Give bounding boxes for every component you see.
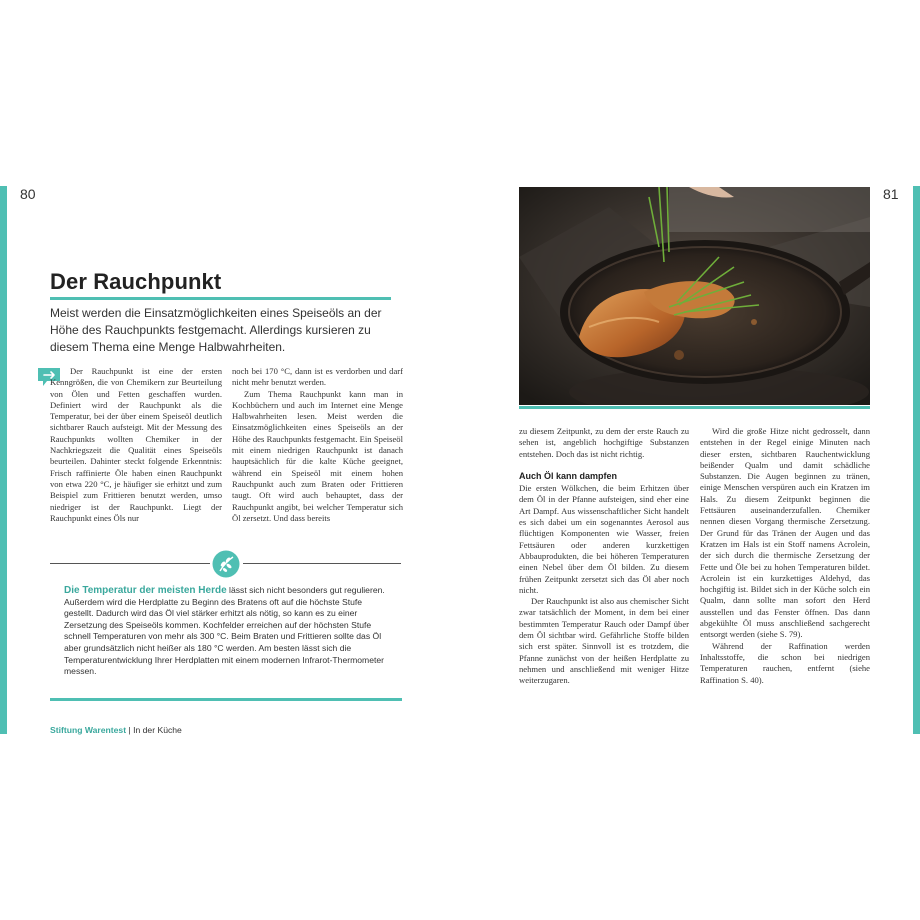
title-underline [50, 297, 391, 300]
body-column-2-para-2: Zum Thema Rauchpunkt kann man in Kochbüchern und auch im Internet eine Menge Halbwahrheiten lesen. Meist werden die Einsatzmöglichkeiten eines Speiseöls an der Höhe des Rauchpunkts festgemacht. Ein Speiseöl mit einem niedrigen Rauchpunkt ist danach hauptsächlich für die kalte Küche geeignet, während ein Speiseöl mit einem hohen Rauchpunkt auch zum Braten oder Frittieren taugt. Oft wird auch behauptet, dass der Rauchpunkt angibt, bei welcher Temperatur sich Öl zersetzt. Und dass bereits [232, 388, 403, 523]
body-column-4 [700, 426, 870, 686]
tip-underline [50, 698, 402, 701]
footer-separator: | [126, 725, 134, 735]
body-column-3 [519, 426, 689, 687]
body-column-4-para-1: Wird die große Hitze nicht gedrosselt, dann entstehen in der Regel einige Minuten nach dieser ersten, sichtbaren Rauchentwicklung beißender Qualm und damit schädliche Substanzen. Die Augen beginnen zu tränen, einige Menschen verspüren auch ein Kratzen im Hals. Zu diesem Zeitpunkt beginnen die Fettsäuren auseinanderzufallen. Chemiker nennen diesen Vorgang thermische Zersetzung. Der Grund für das Tränen der Augen und das Kratzen im Hals ist ein Stoff namens Acrolein, der sich durch die thermische Zersetzung der Fette und Öle bei zu hohen Temperaturen bildet. Acrolein ist ein kurzkettiges Aldehyd, das hochgiftig ist. Bildet sich in der Küche solch ein Qualm, dann sollte man sofort den Herd ausstellen und das Fenster öffnen. Das dann abgekühlte Öl muss anschließend sachgerecht entsorgt werden (siehe S. 79). [700, 426, 870, 640]
body-column-2 [232, 366, 403, 524]
body-column-1: Der Rauchpunkt ist eine der ersten Kenngrößen, die von Chemikern zur Beurteilung von Ölen und Fetten geschaffen wurden. Definiert wird der Rauchpunkt als die Temperatur, bei der über einem Speiseöl deutlich sichtbarer Rauch aufsteigt. Mit der Messung des Rauchpunkts wollten Chemiker in der Nachkriegszeit die Qualität eines Speiseöls beurteilen. Dahinter steckt folgende Erkenntnis: Frisch raffinierte Öle haben einen Rauchpunkt von etwa 220 °C, je häufiger sie erhitzt und zum Beispiel zum Frittieren benutzt werden, umso niedriger ist der Rauchpunkt. Liegt der Rauchpunkt eines Öls nur [50, 366, 222, 523]
olive-branch-icon [212, 550, 240, 578]
body-column-3-para-1: zu diesem Zeitpunkt, zu dem der erste Rauch zu sehen ist, angeblich hochgiftige Substanzen entstehen. Doch das ist nicht richtig. [519, 426, 689, 459]
body-column-4-para-2: Während der Raffination werden Inhaltsstoffe, die schon bei niedrigen Temperaturen rauchen, entfernt (siehe Raffination S. 40). [700, 640, 870, 685]
section-subheading: Auch Öl kann dampfen [519, 470, 618, 481]
right-accent-bar [913, 186, 920, 734]
tip-box [64, 585, 392, 678]
divider-line-right [243, 563, 401, 564]
body-column-2-para-1: noch bei 170 °C, dann ist es verdorben und darf nicht mehr benutzt werden. [232, 366, 403, 388]
left-page-number: 80 [20, 186, 36, 202]
tip-text: lässt sich nicht besonders gut regulieren. Außerdem wird die Herdplatte zu Beginn des Bratens oft auf die höchste Stufe gestellt. Dadurch wird das Öl viel stärker erhitzt als nötig, so kann es zu einer Zersetzung des Speiseöls kommen. Kochfelder erreichen auf der höchsten Stufe schnell Temperaturen von mehr als 300 °C. Beim Braten und Frittieren sollte das Öl aber grundsätzlich nicht heißer als 180 °C werden. Am besten lässt sich die Temperaturentwicklung Ihrer Herdplatten mit einem modernen Infrarot-Thermometer messen. [64, 585, 385, 677]
footer-section: In der Küche [133, 725, 182, 735]
page-title: Der Rauchpunkt [50, 269, 222, 294]
footer-brand: Stiftung Warentest [50, 725, 127, 735]
divider-line-left [50, 563, 210, 564]
body-column-3-para-3: Der Rauchpunkt ist also aus chemischer Sicht zwar tatsächlich der Moment, in dem bei einer bestimmten Temperatur Rauch oder Dampf über dem Öl sichtbar wird. Gefährliche Stoffe bilden sich erst später. Sinnvoll ist es trotzdem, die Pfanne zunächst von der heißen Herdplatte zu nehmen und anschließend mit weniger Hitze weiterzugaren. [519, 596, 689, 686]
left-accent-bar [0, 186, 7, 734]
right-page-number: 81 [883, 186, 899, 202]
lead-paragraph: Meist werden die Einsatzmöglichkeiten eines Speiseöls an der Höhe des Rauchpunkts festgemacht. Allerdings kursieren zu diesem Thema eine Menge Halbwahrheiten. [50, 306, 382, 354]
photo-frying-pan [519, 187, 870, 405]
page-footer [50, 725, 182, 735]
body-column-3-para-2: Die ersten Wölkchen, die beim Erhitzen über dem Öl in der Pfanne aufsteigen, sind eher eine Art Dampf. Aus wissenschaftlicher Sicht handelt es sich dabei um ein sogenanntes Aerosol aus flüchtigen Komponenten wie Wasser, freien Fettsäuren oder anderen kurzkettigen Abbauprodukten, die bei höheren Temperaturen einen Nebel über dem Öl bilden. Zu diesem frühen Zeitpunkt zersetzt sich das Öl aber noch nicht. [519, 483, 689, 595]
photo-underline [519, 406, 870, 409]
tip-highlight: Die Temperatur der meisten Herde [64, 585, 227, 596]
